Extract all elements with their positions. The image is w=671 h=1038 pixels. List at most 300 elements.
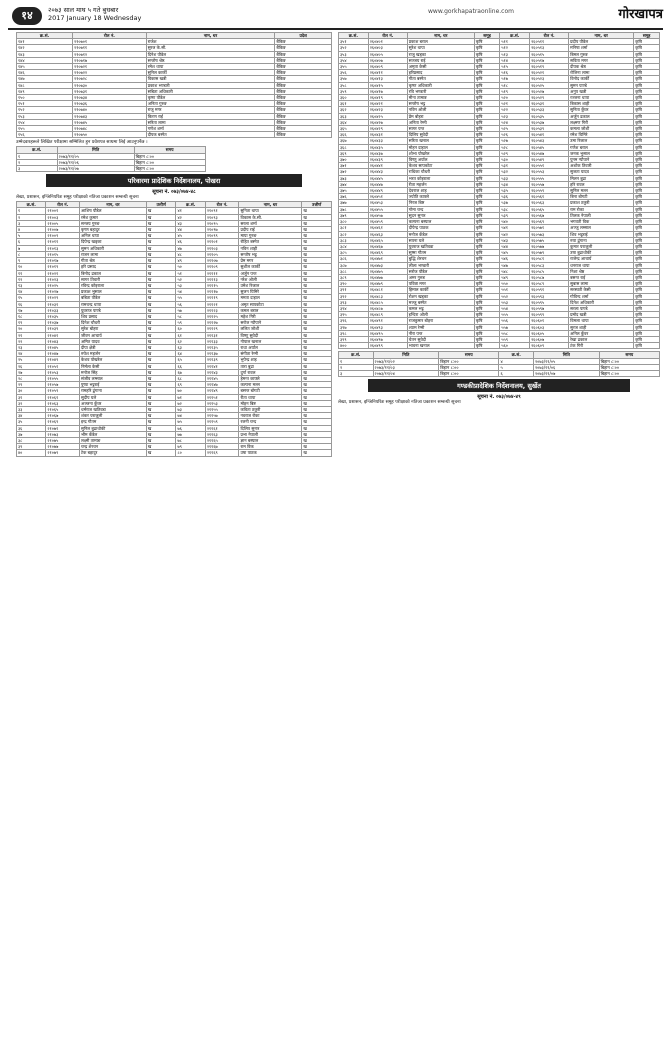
table-cell: १५६ <box>17 132 73 138</box>
table-cell: २१ <box>17 332 46 338</box>
table-cell: ९ <box>17 258 46 264</box>
table-cell: २६०४५५ <box>368 206 407 212</box>
table-cell: इन्द्र गौतम <box>80 419 147 425</box>
table-cell: कृषि <box>634 305 660 311</box>
table-cell: भावना खनाल <box>407 343 474 349</box>
table-cell: २६०४१९ <box>368 95 407 101</box>
table-cell: कविता ठकुरी <box>239 406 302 412</box>
table-cell: २६०४३५ <box>368 144 407 150</box>
table-cell: विष्णु अर्याल <box>407 157 474 163</box>
table-cell: २९ <box>17 382 46 388</box>
column-header: उत्तीर्ण <box>302 202 332 208</box>
table-cell: ३९३ <box>339 299 369 305</box>
table-cell: ५५२ <box>500 293 530 299</box>
table-cell: २६०४११ <box>368 70 407 76</box>
table-cell: बिहान ८:०० <box>134 159 205 165</box>
table-cell: २६०५५३ <box>530 169 569 175</box>
table-cell: राजकुमार बोहरा <box>407 318 474 324</box>
table-cell: मोहन दाहाल <box>407 144 474 150</box>
table-cell: सुजता यादव <box>569 169 634 175</box>
table-cell: ५४८ <box>500 268 530 274</box>
table-cell: ५५८ <box>500 330 530 336</box>
table-cell: २१०५७ <box>46 382 80 388</box>
table-cell: ३८३ <box>339 237 369 243</box>
table-cell: २०७३/११/०५ <box>534 358 600 364</box>
table-cell: अमृता केसी <box>407 64 474 70</box>
table-cell: ३६९ <box>339 150 369 156</box>
table-cell: अमर गुरुङ <box>407 274 474 280</box>
table-cell: विनोद कार्की <box>569 76 634 82</box>
table-cell: तारा बुढा <box>239 363 302 369</box>
table-cell: सुष्मा गौतम <box>407 250 474 256</box>
table-cell: ख <box>302 270 332 276</box>
table-cell: रोजिना लामा <box>569 70 634 76</box>
table-cell: ख <box>146 289 176 295</box>
table-cell: अनिल कुँवर <box>569 330 634 336</box>
table-cell: कृषि <box>634 70 660 76</box>
table-cell: २६०५७१ <box>530 225 569 231</box>
table-cell: कृषि <box>474 138 500 144</box>
table-cell: ख <box>302 431 332 437</box>
table-cell: ख <box>146 388 176 394</box>
table-cell: ५४ <box>176 289 205 295</box>
table-cell: ख <box>146 270 176 276</box>
table-cell: ख <box>146 444 176 450</box>
table-cell: २६०४६३ <box>368 231 407 237</box>
table-cell: प्रमोद खत्री <box>569 312 634 318</box>
table-cell: ३६३ <box>339 113 369 119</box>
table-cell: रमेश घिमिरे <box>569 132 634 138</box>
table-cell: ३५३ <box>339 51 369 57</box>
table-cell: २११६७ <box>205 444 239 450</box>
table-cell: सरला शर्मा <box>239 220 302 226</box>
table-cell: १६ <box>17 301 46 307</box>
table-cell: ख <box>302 313 332 319</box>
column-header: क्र.सं. <box>499 352 534 358</box>
table-cell: ख <box>302 289 332 295</box>
table-cell: किरण राई <box>146 113 275 119</box>
table-cell: हिमाल कार्की <box>407 287 474 293</box>
table-cell: ५६ <box>176 301 205 307</box>
table-cell: ख <box>302 264 332 270</box>
table-cell: सुनिता कुँवर <box>569 107 634 113</box>
table-cell: ३८ <box>17 437 46 443</box>
table-cell: २११२७ <box>205 320 239 326</box>
table-cell: नवराज रोका <box>239 413 302 419</box>
table-cell: निशा श्रेष्ठ <box>569 268 634 274</box>
table-cell: २६०४४३ <box>368 169 407 175</box>
table-cell: ३५ <box>17 419 46 425</box>
table-cell: २११२५ <box>205 313 239 319</box>
table-cell: रामचन्द्र थापा <box>80 301 147 307</box>
table-cell: २६०६०९ <box>530 343 569 349</box>
table-cell: २६०४७७ <box>368 274 407 280</box>
table-cell: कृषि <box>474 51 500 57</box>
schedule-table <box>16 146 206 172</box>
table-cell: बैंकिङ <box>275 39 332 45</box>
table-cell: २११३३ <box>205 338 239 344</box>
table-cell: २१०५३ <box>46 369 80 375</box>
table-cell: भगवती विक <box>569 219 634 225</box>
table-cell: ३५९ <box>339 88 369 94</box>
table-cell: २६०४७५ <box>368 268 407 274</box>
table-cell: बिहान ८:०० <box>439 370 499 376</box>
table-cell: ५५९ <box>500 336 530 342</box>
table-cell: बैंकिङ <box>275 119 332 125</box>
notice-number: सूचना नं. ०७३/०७४-४९ <box>477 394 521 401</box>
table-cell: २२ <box>17 338 46 344</box>
table-cell: ४७ <box>176 245 205 251</box>
table-cell: दुर्गा रावल <box>239 369 302 375</box>
table-cell: कृषि <box>474 293 500 299</box>
table-cell: हरि रावल <box>569 181 634 187</box>
table-cell: बैंकिङ <box>275 126 332 132</box>
table-cell: २६०४१३ <box>368 76 407 82</box>
table-cell: ३७८ <box>339 206 369 212</box>
table-cell: २११३१ <box>205 332 239 338</box>
table-cell: २११४१ <box>205 363 239 369</box>
table-cell: इन्दिरा ओली <box>407 312 474 318</box>
table-cell: राजन लामा <box>80 251 147 257</box>
table-cell: उषा पाठक <box>239 450 302 456</box>
table-cell: ख <box>146 338 176 344</box>
table-cell: कृषि <box>634 225 660 231</box>
table-cell: १८ <box>17 313 46 319</box>
table-cell: ख <box>146 264 176 270</box>
table-cell: कृषि <box>634 95 660 101</box>
table-cell: ६ <box>17 239 46 245</box>
table-cell: २११५५ <box>205 406 239 412</box>
table-cell: राजेन्द्र आचार्य <box>569 256 634 262</box>
table-cell: २६०४६५ <box>368 237 407 243</box>
table-cell: ख <box>302 320 332 326</box>
table-cell: ७८ <box>176 437 205 443</box>
table-cell: ३५२ <box>339 45 369 51</box>
table-cell: २१०६३ <box>46 400 80 406</box>
table-cell: प्रकाश ठकुरी <box>569 200 634 206</box>
table-cell: ख <box>146 369 176 375</box>
table-cell: कृषि <box>634 181 660 187</box>
table-cell: २६०४६९ <box>368 250 407 256</box>
table-cell: २६०५२३ <box>530 76 569 82</box>
table-cell: ५४७ <box>500 262 530 268</box>
table-cell: ख <box>302 394 332 400</box>
table-cell: कृषि <box>474 274 500 280</box>
table-cell: २६०४२९ <box>368 126 407 132</box>
table-cell: उषा बुढाथोकी <box>569 250 634 256</box>
table-cell: ५२० <box>500 95 530 101</box>
table-cell: २१०१३ <box>46 245 80 251</box>
table-cell: ३७२ <box>339 169 369 175</box>
table-cell: कृषि <box>634 243 660 249</box>
issue-date <box>48 6 141 22</box>
table-cell: बैंकिङ <box>275 70 332 76</box>
table-cell: राजु खड्का <box>407 51 474 57</box>
column-header: रोल नं. <box>205 202 239 208</box>
table-cell: ४१ <box>176 208 205 214</box>
table-cell: ७७ <box>176 431 205 437</box>
table-cell: कृषि <box>634 107 660 113</box>
table-cell: ख <box>302 344 332 350</box>
table-cell: रीता थापा <box>239 394 302 400</box>
table-cell: कृषि <box>474 225 500 231</box>
table-cell: २१०११ <box>46 239 80 245</box>
table-cell: २६०४१५ <box>368 82 407 88</box>
table-cell: कृषि <box>634 268 660 274</box>
table-cell: ख <box>146 437 176 443</box>
table-cell: कृषि <box>474 343 500 349</box>
table-cell: ६५ <box>176 357 205 363</box>
table-cell: २११५१ <box>205 394 239 400</box>
table-cell: रेखा ढकाल <box>569 336 634 342</box>
table-cell: ६० <box>176 326 205 332</box>
table-cell: सुनिल बुढाथोकी <box>80 425 147 431</box>
table-cell: २६०४५९ <box>368 219 407 225</box>
table-cell: रोशन खड्का <box>407 293 474 299</box>
table-cell: बसन्त बोगटी <box>239 388 302 394</box>
table-cell: ५५१ <box>500 287 530 293</box>
table-cell: ख <box>302 338 332 344</box>
table-cell: २११६५ <box>205 437 239 443</box>
table-cell: राधा अर्याल <box>239 344 302 350</box>
table-cell: कल्पना बस्याल <box>407 219 474 225</box>
table-cell: कृषि <box>474 330 500 336</box>
table-cell: १० <box>17 264 46 270</box>
table-cell: बिमल गुरुङ <box>569 51 634 57</box>
table-cell: कृषि <box>634 287 660 293</box>
table-cell: ३१ <box>17 394 46 400</box>
table-cell: राम विक <box>239 444 302 450</box>
table-cell: २६०४४५ <box>368 175 407 181</box>
table-cell: भीम कँडेल <box>80 431 147 437</box>
table-cell: युवराज पाण्डे <box>80 307 147 313</box>
table-cell: राजु मगर <box>146 107 275 113</box>
table-cell: कृषि <box>474 132 500 138</box>
table-cell: ख <box>146 276 176 282</box>
website-url: www.gorkhapatraonline.com <box>428 8 514 15</box>
table-cell: २१०४९ <box>46 357 80 363</box>
table-cell: २०७३/११/०७ <box>534 370 600 376</box>
table-cell: २११४९ <box>205 388 239 394</box>
table-cell: ममता दाहाल <box>239 295 302 301</box>
table-cell: कृषि <box>634 293 660 299</box>
table-cell: कृषि <box>634 262 660 268</box>
table-cell: २११०१ <box>205 239 239 245</box>
table-cell: २१०९९ <box>205 233 239 239</box>
table-cell: बैंकिङ <box>275 101 332 107</box>
table-cell: ५१९ <box>500 88 530 94</box>
table-cell: ५३३ <box>500 175 530 181</box>
table-cell: २११४३ <box>205 369 239 375</box>
table-cell: २११३५ <box>205 344 239 350</box>
table-cell: ३ <box>17 220 46 226</box>
table-cell: २११५९ <box>205 419 239 425</box>
table-cell: ३८० <box>339 219 369 225</box>
column-header: रोल नं. <box>368 33 407 39</box>
table-cell: ५५७ <box>500 324 530 330</box>
table-cell: ५४२ <box>500 231 530 237</box>
table-cell: २१०६५ <box>46 406 80 412</box>
table-cell: बिकास शाही <box>569 101 634 107</box>
table-cell: कृषि <box>634 144 660 150</box>
table-cell: ख <box>302 258 332 264</box>
table-cell: कृषि <box>474 144 500 150</box>
table-cell: २११५७ <box>205 413 239 419</box>
table-cell: २६०५१९ <box>530 64 569 70</box>
table-cell: सुजन घिमिरे <box>239 289 302 295</box>
table-cell: शिव भट्टराई <box>569 231 634 237</box>
table-cell: ख <box>146 233 176 239</box>
table-cell: २१०४३ <box>46 338 80 344</box>
table-cell: ख <box>302 220 332 226</box>
table-cell: १४९ <box>17 88 73 94</box>
table-cell: केशव पोखरेल <box>80 357 147 363</box>
right-column <box>338 32 660 406</box>
table-cell: २११६१ <box>205 425 239 431</box>
table-cell: कृषि <box>474 237 500 243</box>
table-cell: रोहित बस्नेत <box>239 239 302 245</box>
table-cell: १५१ <box>17 101 73 107</box>
table-cell: सरला पाण्डे <box>569 305 634 311</box>
table-cell: ख <box>302 375 332 381</box>
table-row <box>17 132 332 138</box>
table-cell: १४२ <box>17 45 73 51</box>
table-cell: गीता बस्नेत <box>407 76 474 82</box>
results-table <box>16 201 332 456</box>
column-header: क्र.सं. <box>339 352 374 358</box>
table-cell: २०७३/११/०२ <box>373 358 439 364</box>
table-cell: ५१४ <box>500 57 530 63</box>
table-cell: ५५३ <box>500 299 530 305</box>
table-cell: २६०६०३ <box>530 324 569 330</box>
table-cell: १३ <box>17 282 46 288</box>
table-cell: ख <box>302 382 332 388</box>
table-cell: बैंकिङ <box>275 76 332 82</box>
table-cell: २६०४३३ <box>368 138 407 144</box>
table-cell: ५१ <box>176 270 205 276</box>
table-cell: राजेश <box>146 39 275 45</box>
table-cell: २६०४२५ <box>368 113 407 119</box>
table-cell: उमेश रिजाल <box>239 282 302 288</box>
table-cell: २१००५ <box>46 220 80 226</box>
table-cell: बैंकिङ <box>275 132 332 138</box>
table-cell: ४५ <box>176 233 205 239</box>
table-cell: कृषि <box>634 219 660 225</box>
table-cell: रञ्जना थापा <box>569 95 634 101</box>
table-cell: कृषि <box>474 219 500 225</box>
table-cell: कृषि <box>634 76 660 82</box>
table-cell: २१११७ <box>205 289 239 295</box>
table-cell: ५२५ <box>500 126 530 132</box>
table-cell: ५७ <box>176 307 205 313</box>
table-cell: २१०१७ <box>46 258 80 264</box>
table-cell: २१००७ <box>46 227 80 233</box>
table-cell: २११६९ <box>205 450 239 456</box>
table-cell: २६०५१३ <box>530 45 569 51</box>
table-cell: ६२ <box>176 338 205 344</box>
table-cell: ५२८ <box>500 144 530 150</box>
table-cell: धनराज थापा <box>569 262 634 268</box>
table-cell: दिलिप सुवेदी <box>407 132 474 138</box>
table-cell: ५ <box>499 364 534 370</box>
table-cell: ख <box>146 295 176 301</box>
table-cell: ३८१ <box>339 225 369 231</box>
table-cell: २६०५४३ <box>530 138 569 144</box>
table-cell: सुरेश थापा <box>407 45 474 51</box>
table-cell: कृषि <box>474 206 500 212</box>
table-cell: २१०७४५ <box>73 119 147 125</box>
column-header: नाम, थर <box>80 202 147 208</box>
table-row <box>17 450 332 456</box>
table-cell: १४८ <box>17 82 73 88</box>
table-cell: २६०४७३ <box>368 262 407 268</box>
table-cell: १ <box>17 208 46 214</box>
table-cell: ३६१ <box>339 101 369 107</box>
table-cell: सुशील कार्की <box>239 264 302 270</box>
table-cell: ख <box>146 307 176 313</box>
table-cell: कृषि <box>474 324 500 330</box>
table-cell: २१००१ <box>46 208 80 214</box>
table-cell: ख <box>302 245 332 251</box>
table-cell: कृषि <box>474 45 500 51</box>
table-cell: ३७६ <box>339 194 369 200</box>
table-cell: ४०० <box>339 343 369 349</box>
table-cell: १९ <box>17 320 46 326</box>
table-cell: कृषि <box>634 330 660 336</box>
table-cell: ३६५ <box>339 126 369 132</box>
table-cell: २६०४४७ <box>368 181 407 187</box>
table-cell: ५३ <box>176 282 205 288</box>
table-cell: २११४५ <box>205 375 239 381</box>
column-header: उत्तीर्ण <box>146 202 176 208</box>
table-cell: ४२ <box>176 214 205 220</box>
table-cell: २१११५ <box>205 282 239 288</box>
table-cell: ख <box>302 326 332 332</box>
column-header: रोल नं. <box>73 33 147 39</box>
table-cell: ५१६ <box>500 70 530 76</box>
table-cell: कमला जोशी <box>569 126 634 132</box>
table-cell: कृषि <box>634 256 660 262</box>
table-cell: ख <box>302 413 332 419</box>
column-header: क्र.सं. <box>17 202 46 208</box>
table-cell: ख <box>146 394 176 400</box>
table-cell: सुमन पाण्डे <box>569 82 634 88</box>
table-cell: ख <box>302 425 332 431</box>
table-cell: २१०७५० <box>73 132 147 138</box>
table-cell: दिलिप सुनार <box>239 425 302 431</box>
table-cell: बबिता पौडेल <box>80 295 147 301</box>
table-cell: ३७ <box>17 431 46 437</box>
table-cell: कृषि <box>474 299 500 305</box>
table-cell: ४३ <box>176 220 205 226</box>
table-cell: ३९४ <box>339 305 369 311</box>
table-cell: ५१५ <box>500 64 530 70</box>
table-cell: २६०४९५ <box>368 330 407 336</box>
table-cell: अमित यादव <box>80 338 147 344</box>
table-cell: ३८८ <box>339 268 369 274</box>
table-cell: ३८९ <box>339 274 369 280</box>
table-cell: कृषि <box>474 169 500 175</box>
table-cell: २६०५८३ <box>530 262 569 268</box>
table-cell: ५३४ <box>500 181 530 187</box>
table-cell: नरेश ओली <box>239 276 302 282</box>
table-cell: २१०७४० <box>73 107 147 113</box>
table-cell: २६०४२३ <box>368 107 407 113</box>
table-cell: २६०४२७ <box>368 119 407 125</box>
table-cell: २११२१ <box>205 301 239 307</box>
table-cell: २१०७४८ <box>73 126 147 132</box>
table-cell: प्रकाश भुसाल <box>80 289 147 295</box>
